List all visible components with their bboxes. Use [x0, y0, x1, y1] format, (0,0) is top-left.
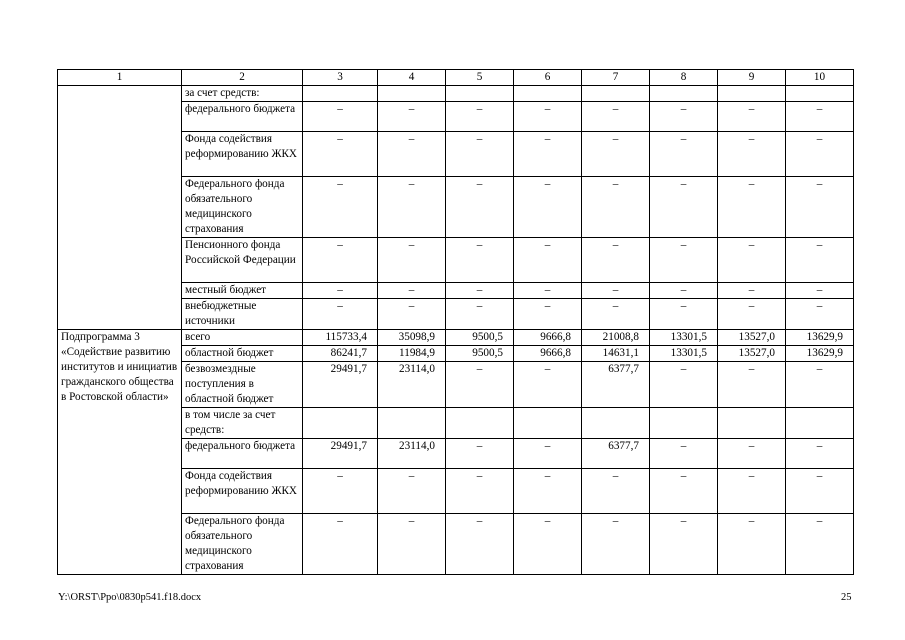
value-cell: –	[514, 362, 582, 408]
value-cell: –	[786, 177, 854, 238]
value-cell: –	[582, 177, 650, 238]
value-cell: 9666,8	[514, 346, 582, 362]
value-cell: –	[718, 362, 786, 408]
value-cell: 35098,9	[378, 330, 446, 346]
page-number: 25	[841, 592, 852, 603]
value-cell	[718, 86, 786, 102]
value-cell: 13301,5	[650, 330, 718, 346]
value-cell: –	[446, 238, 514, 283]
value-cell: –	[303, 102, 378, 132]
header-cell: 1	[58, 70, 182, 86]
value-cell	[582, 408, 650, 439]
value-cell: 21008,8	[582, 330, 650, 346]
header-cell: 9	[718, 70, 786, 86]
value-cell	[446, 408, 514, 439]
value-cell: –	[446, 102, 514, 132]
header-cell: 2	[182, 70, 303, 86]
value-cell: –	[650, 238, 718, 283]
value-cell: –	[786, 283, 854, 299]
value-cell: 11984,9	[378, 346, 446, 362]
value-cell: 6377,7	[582, 362, 650, 408]
value-cell: –	[303, 514, 378, 575]
row-label: Федерального фонда обязательного медицинского страхования	[182, 514, 303, 575]
row-label: Пенсионного фонда Российской Федерации	[182, 238, 303, 283]
value-cell: –	[378, 514, 446, 575]
value-cell: 23114,0	[378, 439, 446, 469]
row-label: федерального бюджета	[182, 439, 303, 469]
value-cell: –	[650, 362, 718, 408]
value-cell: 13629,9	[786, 330, 854, 346]
header-cell: 5	[446, 70, 514, 86]
value-cell: 29491,7	[303, 362, 378, 408]
value-cell: –	[446, 283, 514, 299]
value-cell: –	[650, 102, 718, 132]
value-cell: –	[378, 238, 446, 283]
value-cell: –	[582, 469, 650, 514]
table-row	[58, 86, 854, 102]
row-label: местный бюджет	[182, 283, 303, 299]
value-cell	[582, 86, 650, 102]
value-cell: 23114,0	[378, 362, 446, 408]
row-label: Фонда содействия реформированию ЖКХ	[182, 132, 303, 177]
header-row	[58, 70, 854, 86]
value-cell: –	[582, 238, 650, 283]
value-cell: –	[786, 132, 854, 177]
value-cell: –	[446, 514, 514, 575]
value-cell: –	[514, 238, 582, 283]
header-cell: 6	[514, 70, 582, 86]
value-cell: –	[718, 102, 786, 132]
value-cell: 86241,7	[303, 346, 378, 362]
value-cell: 13527,0	[718, 330, 786, 346]
row-label: безвозмездные поступления в областной бюджет	[182, 362, 303, 408]
value-cell: –	[718, 299, 786, 330]
value-cell: –	[446, 362, 514, 408]
value-cell	[786, 408, 854, 439]
value-cell: 9500,5	[446, 330, 514, 346]
program-name-empty	[58, 86, 182, 330]
value-cell: –	[718, 439, 786, 469]
value-cell	[718, 408, 786, 439]
header-cell: 4	[378, 70, 446, 86]
row-label: всего	[182, 330, 303, 346]
value-cell: –	[650, 283, 718, 299]
value-cell: –	[582, 283, 650, 299]
row-label: за счет средств:	[182, 86, 303, 102]
value-cell: –	[718, 514, 786, 575]
value-cell: –	[718, 132, 786, 177]
header-cell: 3	[303, 70, 378, 86]
value-cell: –	[650, 469, 718, 514]
value-cell: –	[650, 439, 718, 469]
table-row	[58, 330, 854, 346]
row-label: Фонда содействия реформированию ЖКХ	[182, 469, 303, 514]
value-cell: 14631,1	[582, 346, 650, 362]
value-cell: –	[718, 283, 786, 299]
value-cell: 13527,0	[718, 346, 786, 362]
value-cell: –	[786, 439, 854, 469]
value-cell	[650, 86, 718, 102]
value-cell: –	[446, 299, 514, 330]
value-cell: –	[303, 469, 378, 514]
value-cell	[514, 408, 582, 439]
program-name: Подпрограмма 3 «Содействие развитию институтов и инициатив гражданского общества в Ростовской области»	[58, 330, 182, 575]
value-cell	[303, 86, 378, 102]
value-cell: –	[786, 238, 854, 283]
value-cell	[514, 86, 582, 102]
value-cell: –	[378, 132, 446, 177]
value-cell: –	[786, 299, 854, 330]
value-cell: 29491,7	[303, 439, 378, 469]
value-cell: –	[514, 102, 582, 132]
value-cell	[786, 86, 854, 102]
value-cell: –	[303, 132, 378, 177]
value-cell: 9666,8	[514, 330, 582, 346]
value-cell: –	[378, 299, 446, 330]
budget-table	[57, 69, 854, 575]
value-cell: –	[303, 299, 378, 330]
header-cell: 10	[786, 70, 854, 86]
value-cell: 13301,5	[650, 346, 718, 362]
value-cell: –	[378, 283, 446, 299]
value-cell: –	[582, 102, 650, 132]
value-cell: –	[718, 469, 786, 514]
value-cell: –	[378, 177, 446, 238]
value-cell: –	[378, 469, 446, 514]
value-cell: –	[446, 132, 514, 177]
value-cell: 9500,5	[446, 346, 514, 362]
value-cell: –	[786, 469, 854, 514]
value-cell: –	[514, 469, 582, 514]
value-cell: –	[582, 299, 650, 330]
value-cell: 115733,4	[303, 330, 378, 346]
footer-file-path: Y:\ORST\Ppo\0830p541.f18.docx	[58, 592, 202, 603]
value-cell: –	[718, 177, 786, 238]
value-cell: –	[650, 177, 718, 238]
value-cell: –	[514, 439, 582, 469]
value-cell: –	[514, 283, 582, 299]
value-cell: –	[582, 514, 650, 575]
header-cell: 8	[650, 70, 718, 86]
row-label: областной бюджет	[182, 346, 303, 362]
value-cell: –	[786, 362, 854, 408]
header-cell: 7	[582, 70, 650, 86]
value-cell: –	[378, 102, 446, 132]
row-label: внебюджетные источники	[182, 299, 303, 330]
value-cell: –	[303, 283, 378, 299]
row-label: Федерального фонда обязательного медицинского страхования	[182, 177, 303, 238]
value-cell: –	[650, 514, 718, 575]
value-cell: –	[582, 132, 650, 177]
value-cell: –	[303, 238, 378, 283]
value-cell: 13629,9	[786, 346, 854, 362]
value-cell: –	[303, 177, 378, 238]
value-cell: 6377,7	[582, 439, 650, 469]
value-cell	[378, 86, 446, 102]
value-cell: –	[650, 132, 718, 177]
value-cell: –	[786, 514, 854, 575]
value-cell: –	[650, 299, 718, 330]
value-cell	[378, 408, 446, 439]
value-cell: –	[718, 238, 786, 283]
value-cell: –	[514, 177, 582, 238]
value-cell	[650, 408, 718, 439]
value-cell: –	[446, 469, 514, 514]
row-label: федерального бюджета	[182, 102, 303, 132]
value-cell: –	[514, 514, 582, 575]
value-cell: –	[786, 102, 854, 132]
table-body	[58, 70, 854, 575]
value-cell: –	[514, 299, 582, 330]
row-label: в том числе за счет средств:	[182, 408, 303, 439]
value-cell: –	[446, 439, 514, 469]
value-cell	[446, 86, 514, 102]
value-cell: –	[514, 132, 582, 177]
value-cell	[303, 408, 378, 439]
value-cell: –	[446, 177, 514, 238]
